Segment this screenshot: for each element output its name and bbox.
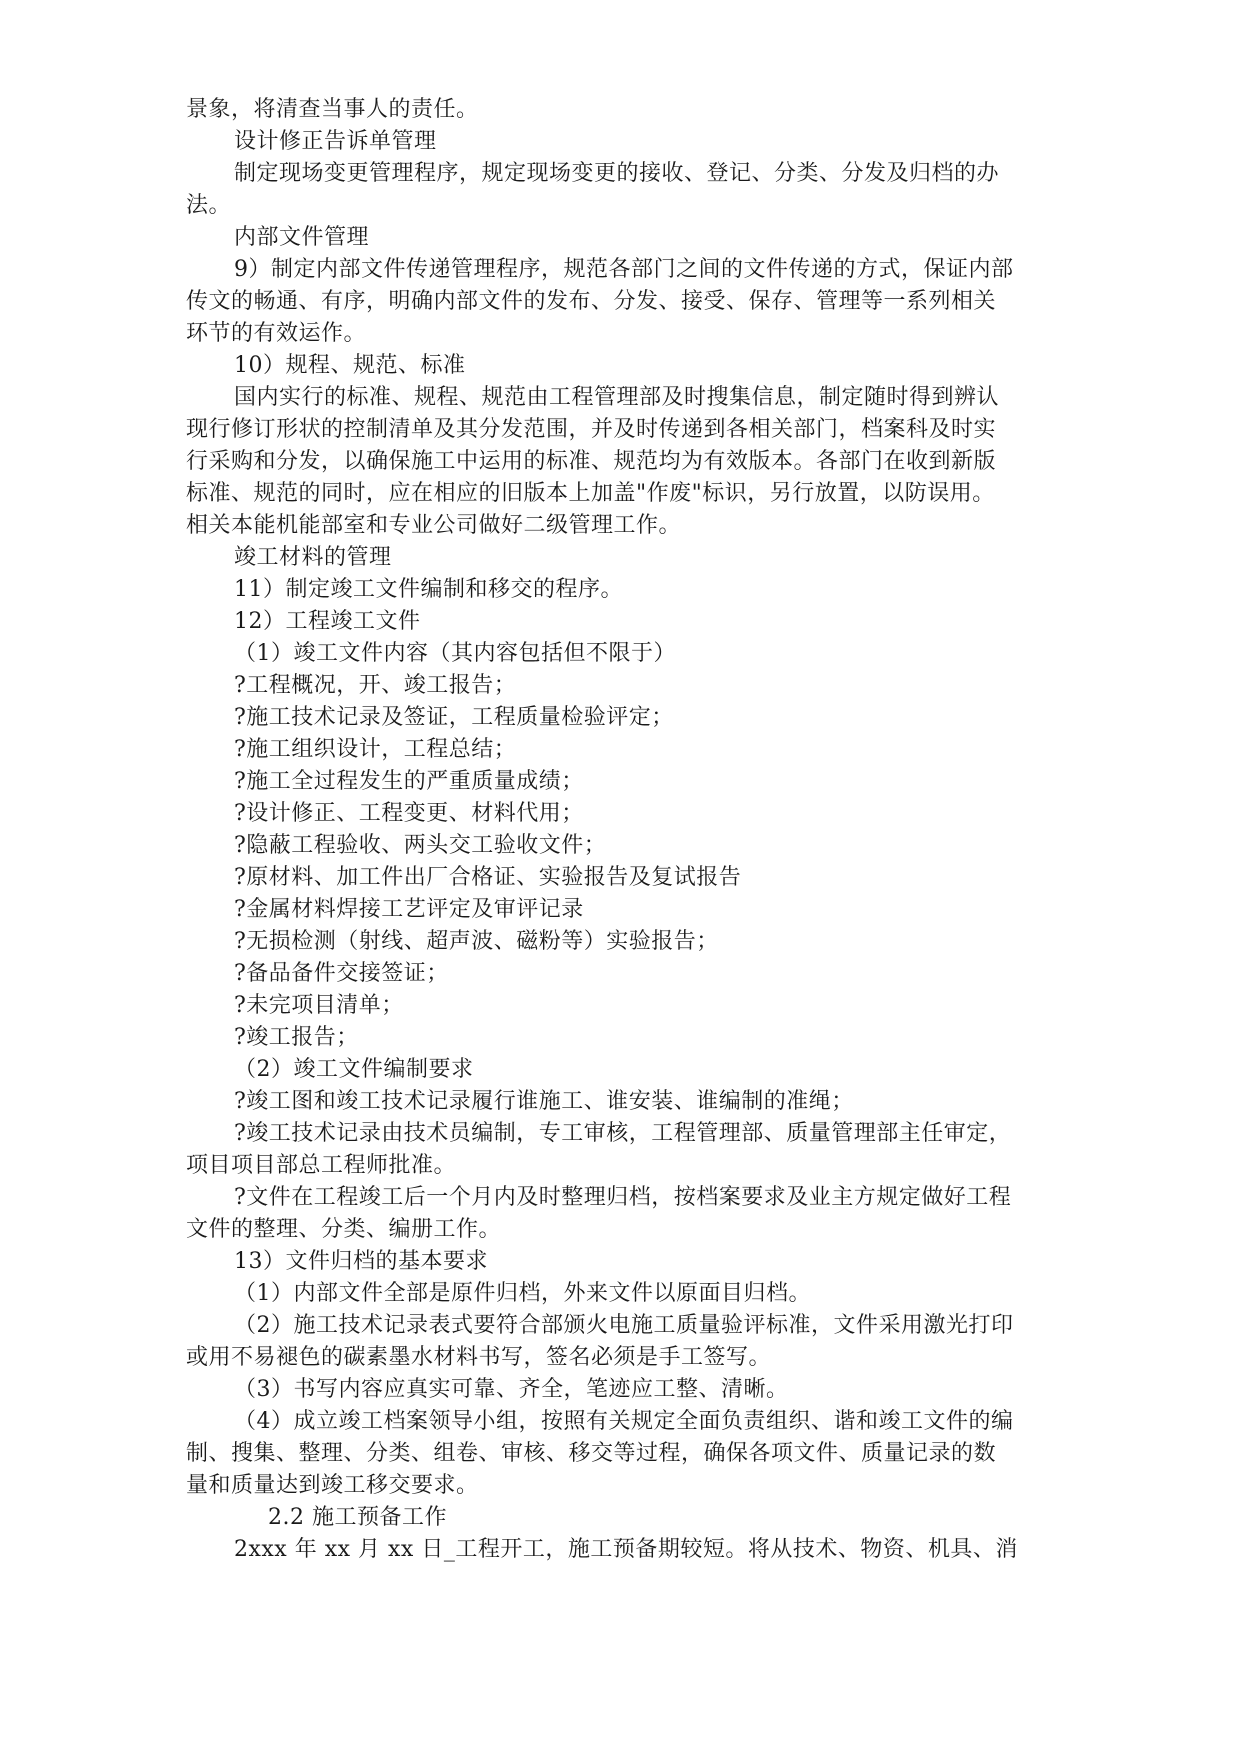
section-heading-2-2: 2.2 施工预备工作 bbox=[268, 1505, 447, 1530]
text-line-10: 国内实行的标准、规程、规范由工程管理部及时搜集信息，制定随时得到辨认 bbox=[234, 385, 1000, 410]
text-line-14: 相关本能机能部室和专业公司做好二级管理工作。 bbox=[186, 513, 682, 538]
list-item: ?设计修正、工程变更、材料代用； bbox=[234, 801, 584, 826]
text-line-46: 2xxx 年 xx 月 xx 日_工程开工，施工预备期较短。将从技术、物资、机具、消 bbox=[234, 1537, 1018, 1562]
text-line-18: （1）竣工文件内容（其内容包括但不限于） bbox=[234, 641, 676, 666]
list-item: ?工程概况，开、竣工报告； bbox=[234, 673, 517, 698]
list-item: ?金属材料焊接工艺评定及审评记录 bbox=[234, 897, 584, 922]
text-line-42: （4）成立竣工档案领导小组，按照有关规定全面负责组织、谐和竣工文件的编 bbox=[234, 1409, 1014, 1434]
text-line-13: 标准、规范的同时，应在相应的旧版本上加盖"作废"标识，另行放置，以防误用。 bbox=[186, 481, 995, 506]
heading-design-change-notice: 设计修正告诉单管理 bbox=[234, 129, 437, 154]
list-item: ?无损检测（射线、超声波、磁粉等）实验报告； bbox=[234, 929, 719, 954]
text-line-3: 制定现场变更管理程序，规定现场变更的接收、登记、分类、分发及归档的办 bbox=[234, 161, 1000, 186]
text-line-12: 行采购和分发，以确保施工中运用的标准、规范均为有效版本。各部门在收到新版 bbox=[186, 449, 997, 474]
list-item: ?施工组织设计，工程总结； bbox=[234, 737, 517, 762]
heading-completion-materials: 竣工材料的管理 bbox=[234, 545, 392, 570]
list-item: ?竣工技术记录由技术员编制，专工审核，工程管理部、质量管理部主任审定， bbox=[234, 1121, 1012, 1146]
heading-internal-docs: 内部文件管理 bbox=[234, 225, 370, 250]
text-line-8: 环节的有效运作。 bbox=[186, 321, 367, 346]
text-line-39: （2）施工技术记录表式要符合部颁火电施工质量验评标准，文件采用激光打印 bbox=[234, 1313, 1014, 1338]
list-item: ?竣工报告； bbox=[234, 1025, 359, 1050]
text-line-11: 现行修订形状的控制清单及其分发范围，并及时传递到各相关部门，档案科及时实 bbox=[186, 417, 997, 442]
list-item: ?隐蔽工程验收、两头交工验收文件； bbox=[234, 833, 607, 858]
text-line-41: （3）书写内容应真实可靠、齐全，笔迹应工整、清晰。 bbox=[234, 1377, 789, 1402]
text-line-40: 或用不易褪色的碳素墨水材料书写，签名必须是手工签写。 bbox=[186, 1345, 772, 1370]
text-line-7: 传文的畅通、有序，明确内部文件的发布、分发、接受、保存、管理等一系列相关 bbox=[186, 289, 997, 314]
text-line-44: 量和质量达到竣工移交要求。 bbox=[186, 1473, 479, 1498]
heading-archiving-requirements: 13）文件归档的基本要求 bbox=[234, 1249, 488, 1274]
text-line-38: （1）内部文件全部是原件归档，外来文件以原面目归档。 bbox=[234, 1281, 811, 1306]
list-item: ?备品备件交接签证； bbox=[234, 961, 449, 986]
text-line-43: 制、搜集、整理、分类、组卷、审核、移交等过程，确保各项文件、质量记录的数 bbox=[186, 1441, 997, 1466]
heading-completion-docs: 12）工程竣工文件 bbox=[234, 609, 421, 634]
text-line-1: 景象，将清查当事人的责任。 bbox=[186, 97, 479, 122]
text-line-31: （2）竣工文件编制要求 bbox=[234, 1057, 474, 1082]
list-item: ?未完项目清单； bbox=[234, 993, 404, 1018]
list-item: ?文件在工程竣工后一个月内及时整理归档，按档案要求及业主方规定做好工程 bbox=[234, 1185, 1012, 1210]
heading-standards: 10）规程、规范、标准 bbox=[234, 353, 466, 378]
list-item: ?竣工图和竣工技术记录履行谁施工、谁安装、谁编制的准绳； bbox=[234, 1089, 854, 1114]
text-line-6: 9）制定内部文件传递管理程序，规范各部门之间的文件传递的方式，保证内部 bbox=[234, 257, 1014, 282]
text-line-36: 文件的整理、分类、编册工作。 bbox=[186, 1217, 502, 1242]
text-line-34: 项目项目部总工程师批准。 bbox=[186, 1153, 457, 1178]
list-item: ?原材料、加工件出厂合格证、实验报告及复试报告 bbox=[234, 865, 742, 890]
list-item: ?施工全过程发生的严重质量成绩； bbox=[234, 769, 584, 794]
text-line-16: 11）制定竣工文件编制和移交的程序。 bbox=[234, 577, 623, 602]
list-item: ?施工技术记录及签证，工程质量检验评定； bbox=[234, 705, 674, 730]
text-line-4: 法。 bbox=[186, 193, 232, 218]
